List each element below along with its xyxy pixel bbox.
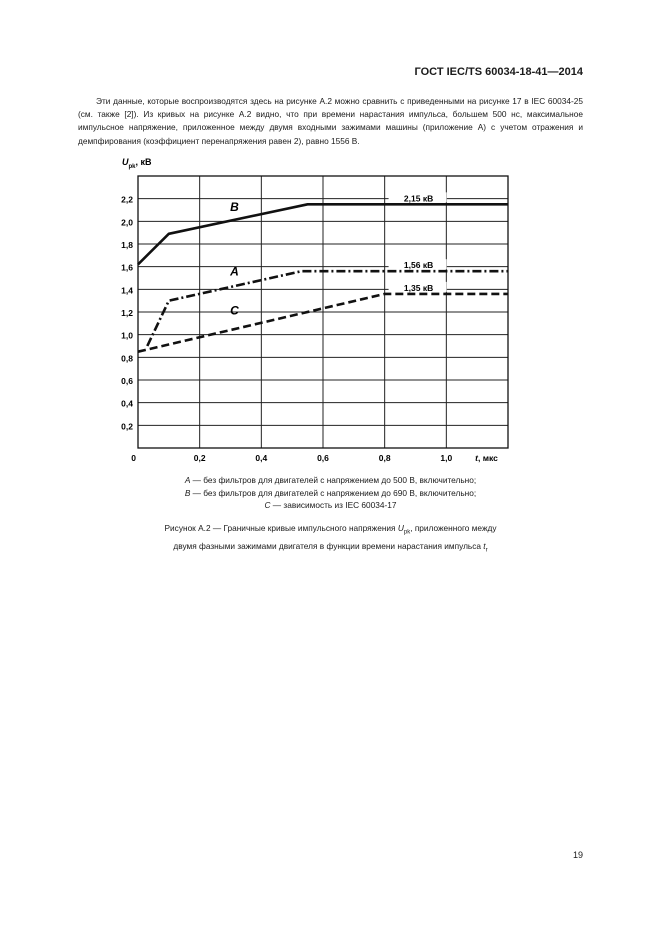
legend-text-b: — без фильтров для двигателей с напряжением до 690 В, включительно; [190, 487, 477, 498]
y-tick-label: 0,2 [121, 421, 133, 432]
caption-line-2 [0, 540, 661, 558]
page-number: 19 [572, 850, 583, 860]
legend-item-b [0, 487, 661, 500]
y-tick-label: 1,8 [121, 240, 133, 250]
series-label-b: B [230, 200, 239, 215]
x-axis-label: t, мкс [475, 453, 498, 463]
caption-line-1-prefix: Рисунок А.2 — Граничные кривые импульсного напряжения [164, 523, 398, 533]
legend-item-a [0, 474, 661, 487]
legend-text-c: — зависимость из IEC 60034-17 [270, 500, 397, 510]
caption-line-2-sub: r [485, 547, 488, 554]
x-tick-label: 0,8 [378, 453, 391, 463]
y-tick-label: 1,4 [121, 285, 133, 296]
x-tick-label: 1,0 [440, 453, 453, 463]
document-header: ГОСТ IEC/TS 60034-18-41—2014 [414, 66, 583, 78]
y-tick-label: 2,0 [121, 217, 133, 228]
impulse-voltage-chart [100, 150, 530, 470]
x-tick-label: 0,4 [255, 453, 268, 463]
caption-line-2-var: t [483, 540, 486, 551]
series-label-c: C [230, 303, 239, 318]
y-tick-label: 0,8 [121, 353, 133, 364]
caption-line-1 [0, 522, 661, 540]
x-tick-label: 0,6 [317, 453, 329, 463]
y-tick-label: 1,0 [121, 330, 133, 341]
legend-item-c [0, 499, 661, 512]
figure-caption [0, 522, 661, 557]
caption-line-1-var: U [397, 523, 404, 533]
value-annotation-b: 2,15 кВ [403, 193, 434, 204]
legend-key-b: B [184, 487, 191, 498]
value-annotation-a: 1,56 кВ [403, 260, 434, 271]
intro-paragraph: Эти данные, которые воспроизводятся здесь на рисунке А.2 можно сравнить с приведенными на рисунке 17 в IEC 60034-25 (см. также [2]). Из кривых на рисунке А.2 видно, что при времени нарастания импульса, большем 500 нс, максимальное импульсное напряжение, приложенное между двумя входными зажимами машины (приложение А) с учетом отражения и демпфирования (коэффициент перенапряжения равен 2), равно 1556 В. [78, 96, 583, 146]
legend-key-a: A [184, 475, 191, 485]
x-tick-label: 0,2 [193, 453, 206, 463]
series-label-a: A [230, 264, 239, 279]
value-annotation-c: 1,35 кВ [403, 282, 434, 293]
y-tick-label: 2,2 [121, 194, 133, 205]
y-axis-label: $U_{pk}$, кВ [122, 157, 152, 170]
caption-line-2-prefix: двумя фазными зажимами двигателя в функции времени нарастания импульса [173, 540, 484, 551]
y-tick-label: 1,6 [121, 262, 133, 273]
y-tick-label: 1,2 [121, 308, 133, 318]
y-tick-label: 0,6 [121, 376, 133, 386]
x-tick-label: 0 [131, 453, 136, 463]
legend-key-c: C [264, 500, 271, 510]
y-tick-label: 0,4 [121, 398, 133, 409]
chart-legend [0, 474, 661, 512]
caption-line-1-sub: pk [403, 529, 411, 536]
caption-line-1-suffix: , приложенного между [410, 523, 497, 533]
legend-text-a: — без фильтров для двигателей с напряжением до 500 В, включительно; [190, 475, 477, 485]
